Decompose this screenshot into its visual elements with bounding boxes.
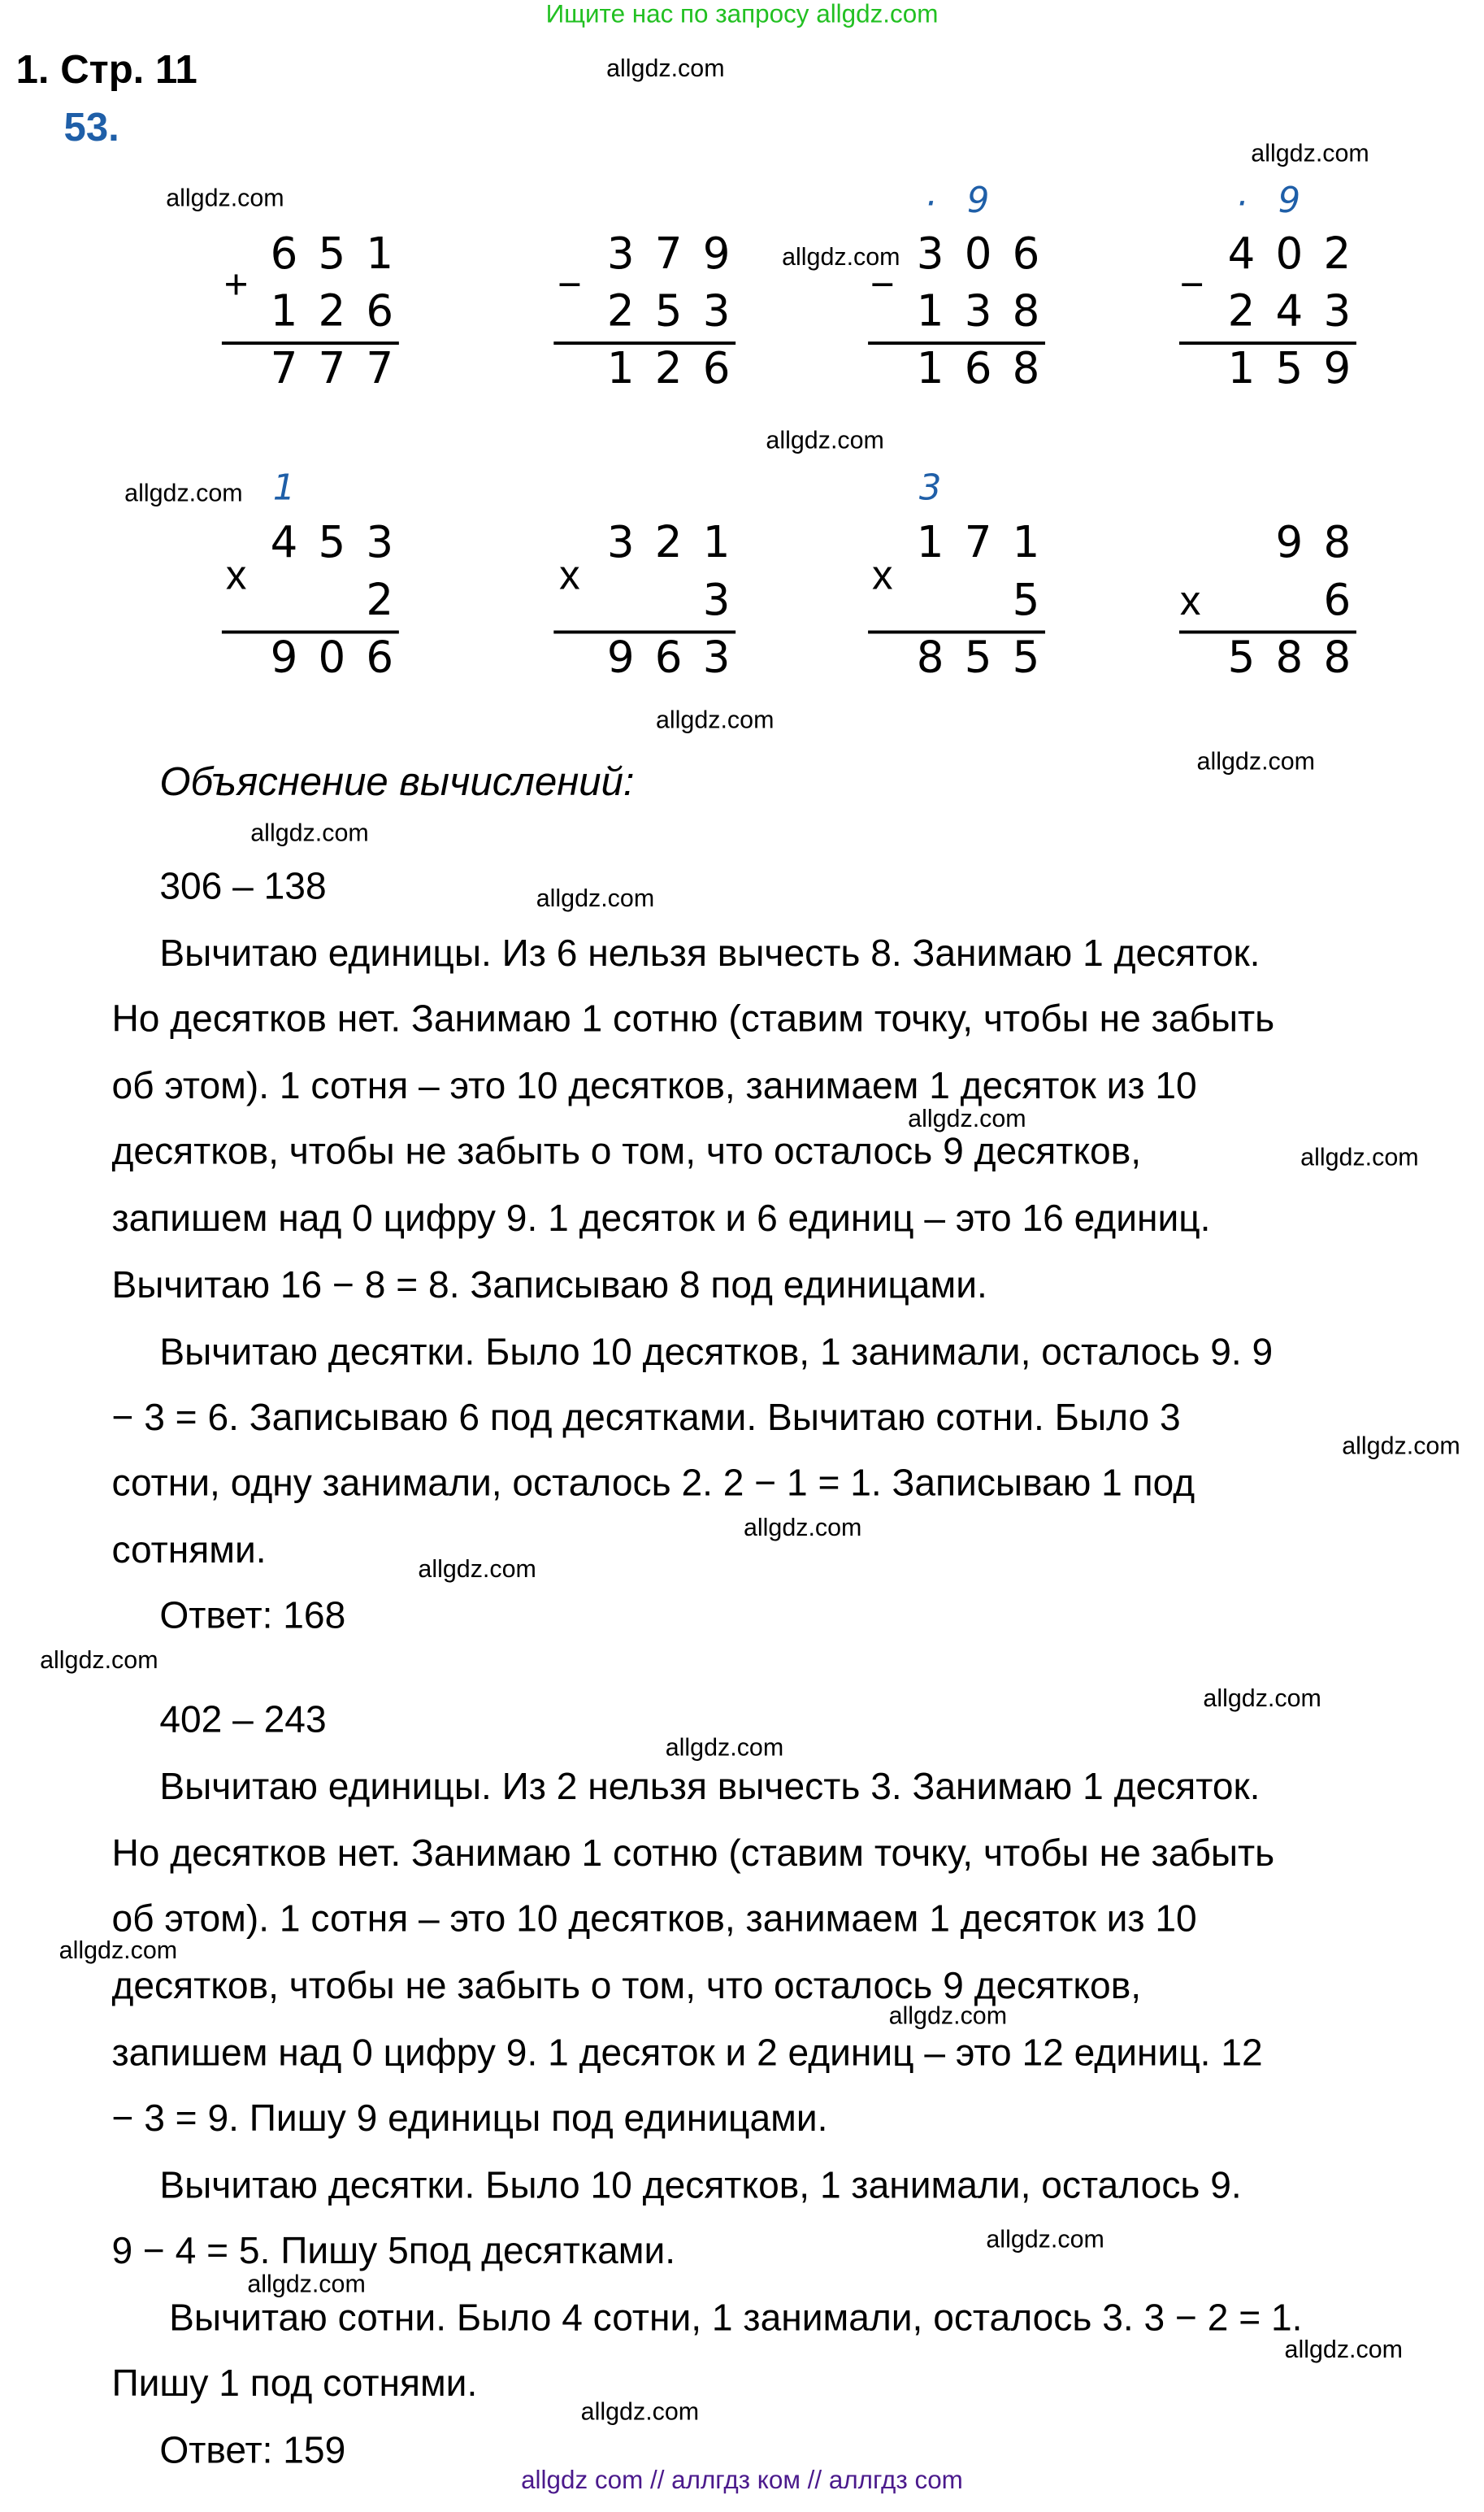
- result-digit: 7: [270, 345, 298, 394]
- operand-bottom-digit: 1: [916, 287, 944, 337]
- operand-bottom-digit: 4: [1275, 287, 1304, 337]
- operator-sign: −: [1179, 260, 1204, 308]
- watermark-text: allgdz.com: [766, 428, 884, 455]
- operand-top-digit: 9: [1275, 519, 1304, 568]
- operand-top-digit: 4: [270, 519, 298, 568]
- exercise-number: 53.: [63, 105, 119, 150]
- operand-top-digit: 6: [1012, 229, 1040, 280]
- result-line: [222, 341, 399, 345]
- operand-bottom-digit: 2: [366, 576, 394, 626]
- operand-top-digit: 6: [270, 229, 298, 280]
- operator-sign: −: [870, 260, 895, 308]
- explanation-line: об этом). 1 сотня – это 10 десятков, занимаем 1 десяток из 10: [111, 1897, 1197, 1940]
- explanation-line: сотнями.: [111, 1528, 267, 1571]
- explanation-line: Но десятков нет. Занимаю 1 сотню (ставим точку, чтобы не забыть: [111, 1832, 1275, 1875]
- explanation-line: Ответ: 159: [159, 2429, 346, 2471]
- watermark-text: allgdz.com: [1203, 1685, 1321, 1713]
- result-digit: 8: [916, 633, 944, 684]
- watermark-text: allgdz.com: [782, 244, 900, 272]
- watermark-text: allgdz.com: [1342, 1433, 1460, 1461]
- operator-sign: +: [223, 260, 249, 308]
- result-digit: 5: [964, 633, 992, 684]
- result-line: [222, 631, 399, 634]
- explanation-line: − 3 = 9. Пишу 9 единицы под единицами.: [111, 2097, 828, 2139]
- operand-bottom-digit: 3: [702, 287, 731, 337]
- watermark-text: allgdz.com: [536, 885, 655, 914]
- explanation-line: Вычитаю десятки. Было 10 десятков, 1 занимали, осталось 9. 9: [159, 1331, 1274, 1373]
- borrow-dot: ·: [1235, 185, 1248, 225]
- operand-bottom-digit: 5: [654, 287, 683, 337]
- watermark-text: allgdz.com: [606, 55, 725, 84]
- operand-bottom-digit: 3: [964, 287, 992, 337]
- watermark-text: allgdz.com: [418, 1556, 536, 1584]
- operand-top-digit: 3: [606, 229, 635, 280]
- operand-top-digit: 1: [366, 229, 394, 280]
- operand-top-digit: 7: [654, 229, 683, 280]
- explanation-line: запишем над 0 цифру 9. 1 десяток и 2 единиц – это 12 единиц. 12: [111, 2032, 1263, 2074]
- operand-bottom-digit: 8: [1012, 287, 1040, 337]
- operand-bottom-digit: 6: [366, 287, 394, 337]
- operator-sign: −: [558, 260, 582, 308]
- watermark-text: allgdz.com: [59, 1937, 178, 1965]
- watermark-text: allgdz.com: [247, 2271, 366, 2299]
- result-digit: 9: [270, 633, 298, 684]
- operator-sign: x: [225, 550, 247, 599]
- operand-bottom-digit: 2: [606, 287, 635, 337]
- explanation-line: 306 – 138: [159, 865, 327, 907]
- explanation-line: Вычитаю десятки. Было 10 десятков, 1 занимали, осталось 9.: [159, 2164, 1242, 2206]
- explanation-line: десятков, чтобы не забыть о том, что осталось 9 десятков,: [111, 1130, 1142, 1172]
- operand-top-digit: 1: [916, 519, 944, 568]
- result-digit: 9: [606, 633, 635, 684]
- operand-bottom-digit: 6: [1323, 576, 1352, 626]
- operand-top-digit: 3: [366, 519, 394, 568]
- page-title: 1. Стр. 11: [15, 47, 197, 93]
- operator-sign: x: [871, 550, 893, 599]
- result-line: [1179, 631, 1356, 634]
- explanation-line: Ответ: 168: [159, 1594, 346, 1636]
- operand-top-digit: 9: [702, 229, 731, 280]
- watermark-text: allgdz.com: [655, 706, 775, 735]
- result-line: [553, 631, 735, 634]
- result-digit: 6: [702, 345, 731, 394]
- operand-top-digit: 1: [1012, 519, 1040, 568]
- operator-sign: x: [559, 550, 580, 599]
- carry-digit: 3: [918, 469, 942, 510]
- operand-top-digit: 3: [606, 519, 635, 568]
- watermark-text: allgdz.com: [908, 1106, 1026, 1134]
- operand-bottom-digit: 5: [1012, 576, 1040, 626]
- operand-top-digit: 5: [318, 229, 346, 280]
- result-digit: 8: [1275, 633, 1304, 684]
- explanation-heading: Объяснение вычислений:: [159, 759, 635, 805]
- watermark-text: allgdz.com: [124, 480, 243, 508]
- explanation-line: об этом). 1 сотня – это 10 десятков, занимаем 1 десяток из 10: [111, 1064, 1197, 1106]
- operand-bottom-digit: 2: [318, 287, 346, 337]
- result-digit: 6: [366, 633, 394, 684]
- operand-bottom-digit: 1: [270, 287, 298, 337]
- explanation-line: 9 − 4 = 5. Пишу 5под десятками.: [111, 2229, 676, 2271]
- result-digit: 7: [318, 345, 346, 394]
- operator-sign: x: [1179, 576, 1201, 624]
- operand-top-digit: 4: [1227, 229, 1256, 280]
- operand-top-digit: 7: [964, 519, 992, 568]
- operand-top-digit: 5: [318, 519, 346, 568]
- operand-bottom-digit: 3: [1323, 287, 1352, 337]
- result-line: [553, 341, 735, 345]
- borrow-digit: 9: [1278, 181, 1301, 222]
- result-digit: 7: [366, 345, 394, 394]
- borrow-digit: 9: [966, 181, 990, 222]
- watermark-text: allgdz.com: [986, 2226, 1104, 2254]
- explanation-line: Вычитаю единицы. Из 2 нельзя вычесть 3. Занимаю 1 десяток.: [159, 1765, 1261, 1807]
- result-digit: 8: [1012, 345, 1040, 394]
- result-digit: 5: [1275, 345, 1304, 394]
- operand-top-digit: 2: [654, 519, 683, 568]
- explanation-line: Вычитаю 16 − 8 = 8. Записываю 8 под единицами.: [111, 1264, 987, 1306]
- watermark-text: allgdz.com: [166, 185, 284, 213]
- watermark-text: allgdz.com: [888, 2003, 1008, 2031]
- result-line: [1179, 341, 1356, 345]
- borrow-dot: ·: [924, 185, 936, 225]
- result-line: [868, 341, 1045, 345]
- result-digit: 1: [606, 345, 635, 394]
- explanation-line: 402 – 243: [159, 1698, 327, 1741]
- header-banner[interactable]: Ищите нас по запросу allgdz.com: [545, 1, 939, 29]
- operand-bottom-digit: 2: [1227, 287, 1256, 337]
- result-digit: 1: [1227, 345, 1256, 394]
- result-digit: 5: [1227, 633, 1256, 684]
- explanation-line: сотни, одну занимали, осталось 2. 2 − 1 = 1. Записываю 1 под: [111, 1462, 1195, 1504]
- watermark-text: allgdz.com: [1300, 1144, 1419, 1172]
- result-digit: 2: [654, 345, 683, 394]
- result-digit: 3: [702, 633, 731, 684]
- result-digit: 6: [964, 345, 992, 394]
- operand-top-digit: 2: [1323, 229, 1352, 280]
- explanation-line: Вычитаю единицы. Из 6 нельзя вычесть 8. Занимаю 1 десяток.: [159, 932, 1261, 974]
- operand-top-digit: 0: [1275, 229, 1304, 280]
- operand-top-digit: 8: [1323, 519, 1352, 568]
- explanation-line: − 3 = 6. Записываю 6 под десятками. Вычитаю сотни. Было 3: [111, 1396, 1181, 1439]
- result-digit: 1: [916, 345, 944, 394]
- watermark-text: allgdz.com: [743, 1515, 862, 1542]
- watermark-text: allgdz.com: [250, 820, 369, 848]
- explanation-line: десятков, чтобы не забыть о том, что осталось 9 десятков,: [111, 1964, 1142, 2006]
- result-digit: 6: [654, 633, 683, 684]
- operand-top-digit: 1: [702, 519, 731, 568]
- explanation-line: запишем над 0 цифру 9. 1 десяток и 6 единиц – это 16 единиц.: [111, 1197, 1211, 1239]
- watermark-text: allgdz.com: [40, 1647, 158, 1675]
- watermark-text: allgdz.com: [580, 2398, 700, 2427]
- operand-top-digit: 0: [964, 229, 992, 280]
- watermark-text: allgdz.com: [665, 1735, 784, 1762]
- result-digit: 0: [318, 633, 346, 684]
- explanation-line: Вычитаю сотни. Было 4 сотни, 1 занимали, осталось 3. 3 − 2 = 1.: [169, 2297, 1303, 2339]
- footer-banner[interactable]: allgdz com // аллгдз ком // аллгдз com: [521, 2467, 963, 2495]
- carry-digit: 1: [272, 469, 296, 510]
- watermark-text: allgdz.com: [1251, 140, 1369, 168]
- operand-bottom-digit: 3: [702, 576, 731, 626]
- explanation-line: Пишу 1 под сотнями.: [111, 2362, 478, 2404]
- result-digit: 8: [1323, 633, 1352, 684]
- result-digit: 9: [1323, 345, 1352, 394]
- operand-top-digit: 3: [916, 229, 944, 280]
- result-line: [868, 631, 1045, 634]
- result-digit: 5: [1012, 633, 1040, 684]
- watermark-text: allgdz.com: [1284, 2336, 1404, 2364]
- explanation-line: Но десятков нет. Занимаю 1 сотню (ставим точку, чтобы не забыть: [111, 997, 1275, 1040]
- watermark-text: allgdz.com: [1196, 748, 1316, 776]
